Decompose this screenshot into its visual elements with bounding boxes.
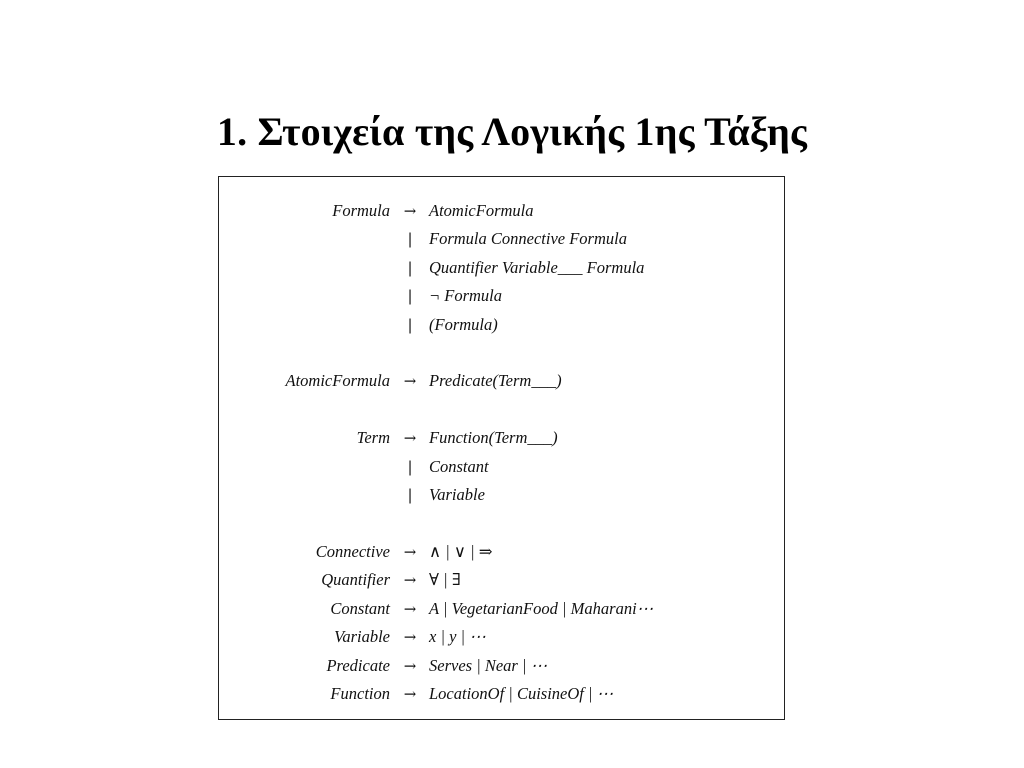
grammar-rule: [219, 539, 784, 565]
rule-operator: |: [407, 259, 413, 277]
rule-operator: |: [407, 486, 413, 504]
rule-lhs: AtomicFormula: [285, 371, 390, 390]
grammar-rule: [219, 482, 784, 508]
slide-title: 1. Στοιχεία της Λογικής 1ης Τάξης: [216, 109, 808, 154]
grammar-rule: [219, 283, 784, 309]
rule-rhs: ¬ Formula: [429, 286, 503, 305]
rule-operator: →: [403, 543, 417, 561]
rule-operator: →: [403, 571, 417, 589]
rule-rhs: (Formula): [429, 315, 498, 334]
rule-rhs: ∀ | ∃: [429, 570, 461, 589]
grammar-rules-figure: [218, 176, 785, 720]
grammar-rule: [219, 567, 784, 593]
rule-operator: →: [403, 202, 417, 220]
grammar-rule: [219, 454, 784, 480]
rule-lhs: Connective: [315, 542, 390, 561]
rule-lhs: Function: [330, 684, 390, 703]
grammar-rule: [219, 624, 784, 650]
rule-operator: →: [403, 600, 417, 618]
rule-rhs: x | y | ⋯: [429, 627, 486, 646]
rule-rhs: LocationOf | CuisineOf | ⋯: [429, 684, 614, 703]
rule-operator: →: [403, 372, 417, 390]
rule-lhs: Quantifier: [321, 570, 390, 589]
rule-lhs: Term: [356, 428, 390, 447]
rule-lhs: Variable: [334, 627, 390, 646]
rule-rhs: A | VegetarianFood | Maharani⋯: [429, 599, 654, 618]
grammar-rule: [219, 312, 784, 338]
rule-rhs: AtomicFormula: [429, 201, 534, 220]
rule-rhs: Variable: [429, 485, 485, 504]
rule-rhs: Constant: [429, 457, 489, 476]
rule-rhs: ∧ | ∨ | ⇒: [429, 542, 493, 561]
grammar-rule: [219, 226, 784, 252]
grammar-rule: [219, 198, 784, 224]
grammar-rule: [219, 368, 784, 394]
rule-operator: |: [407, 287, 413, 305]
rule-rhs: Formula Connective Formula: [429, 229, 627, 248]
rule-operator: |: [407, 316, 413, 334]
grammar-rule: [219, 255, 784, 281]
grammar-rule: [219, 425, 784, 451]
rule-operator: →: [403, 685, 417, 703]
rule-operator: |: [407, 458, 413, 476]
grammar-rule: [219, 681, 784, 707]
rule-operator: →: [403, 657, 417, 675]
rule-operator: |: [407, 230, 413, 248]
rule-lhs: Formula: [332, 201, 390, 220]
rule-rhs: Serves | Near | ⋯: [429, 656, 548, 675]
rule-lhs: Predicate: [326, 656, 390, 675]
rule-rhs: Predicate(Term___): [429, 371, 562, 390]
grammar-rule: [219, 596, 784, 622]
rule-rhs: Quantifier Variable___ Formula: [429, 258, 645, 277]
rule-operator: →: [403, 628, 417, 646]
rule-lhs: Constant: [330, 599, 390, 618]
grammar-rule: [219, 653, 784, 679]
rule-rhs: Function(Term___): [429, 428, 558, 447]
rule-operator: →: [403, 429, 417, 447]
